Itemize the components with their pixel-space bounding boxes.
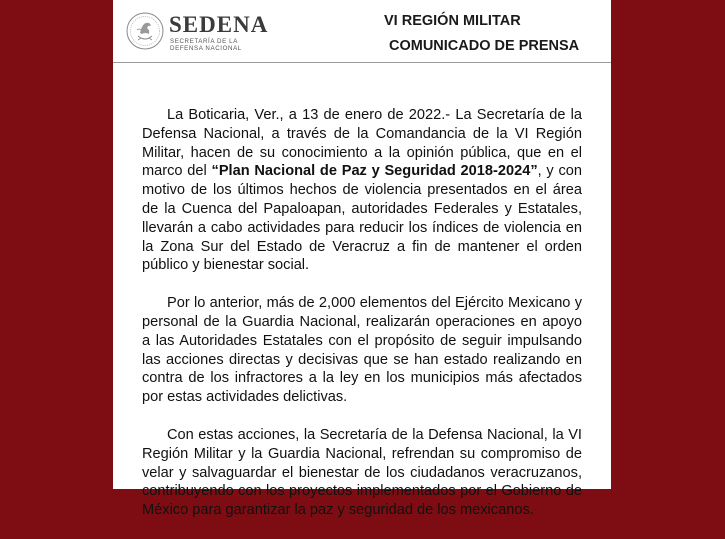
paragraph-3-text: Con estas acciones, la Secretaría de la Defensa Nacional, la VI Región Militar y la Guardia Nacional, refrendan su compromiso de velar y salvaguardar el bienestar de los ciudadanos veracruzanos, contribuyendo con los proyectos implementados por el Gobierno de México para garantizar la paz y seguridad de los mexicanos.	[142, 426, 582, 519]
letterhead	[113, 0, 611, 62]
plan-name: “Plan Nacional de Paz y Seguridad 2018-2024”	[211, 163, 538, 180]
mexican-coat-of-arms-seal-icon	[126, 12, 164, 50]
brand-subtitle-line-2: DEFENSA NACIONAL	[170, 45, 242, 52]
document-type-title: COMUNICADO DE PRENSA	[389, 38, 580, 54]
press-release-page	[113, 0, 611, 519]
paragraph-1-rest: , y con motivo de los últimos hechos de violencia presentados en el área de la Cuenca del Papaloapan, autoridades Federales y Estatales, llevarán a cabo actividades para reducir los índices de violencia en la Zona Sur del Estado de Veracruz a fin de mantener el orden público y bienestar social.	[142, 163, 582, 274]
brand-name: SEDENA	[169, 12, 269, 37]
brand-subtitle-line-1: SECRETARÍA DE LA	[170, 38, 238, 45]
paragraph-2-text: Por lo anterior, más de 2,000 elementos del Ejército Mexicano y personal de la Guardia Nacional, realizarán operaciones en apoyo a las Autoridades Estatales con el propósito de seguir impulsando las acciones directas y decisivas que se han estado realizando en contra de los infractores a la ley en los municipios más afectados por estas actividades delictivas.	[142, 295, 582, 406]
region-title: VI REGIÓN MILITAR	[384, 13, 521, 29]
paragraph-3	[142, 426, 582, 520]
press-release-body	[142, 106, 582, 539]
paragraph-1-intro: La Boticaria, Ver., a 13 de enero de 2022.- La Secretaría de la Defensa Nacional, a través de la Comandancia de la VI Región Militar, hacen de su conocimiento a la opinión pública, que en el marco del	[142, 107, 582, 180]
header-divider	[113, 62, 611, 63]
paragraph-2	[142, 294, 582, 407]
paragraph-1	[142, 106, 582, 275]
